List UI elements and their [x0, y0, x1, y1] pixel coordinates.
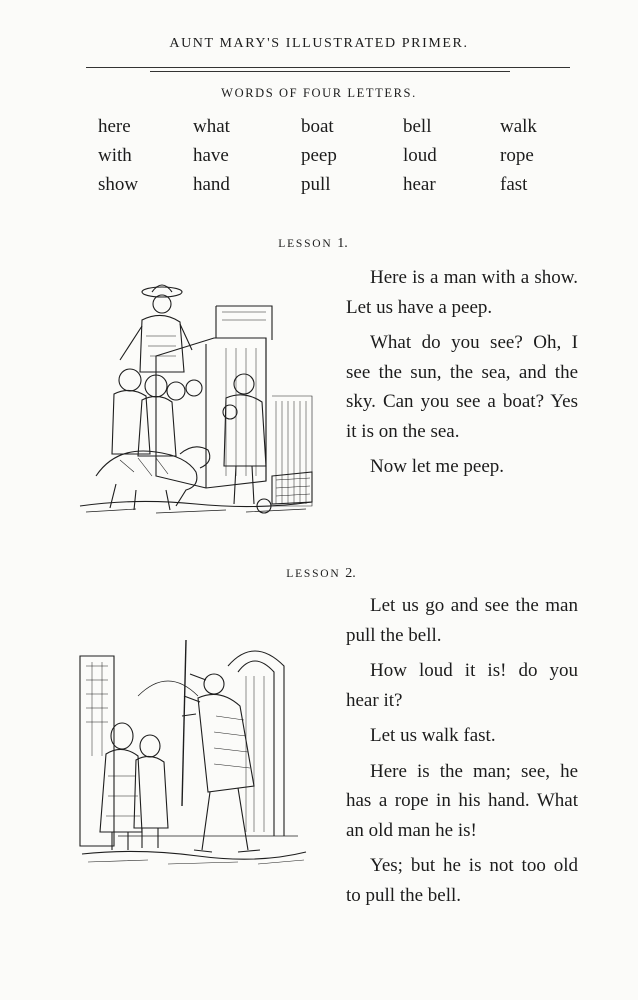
word-list [98, 116, 568, 203]
lesson-number: 1. [337, 236, 348, 251]
section-heading: WORDS OF FOUR LETTERS. [221, 86, 417, 100]
lesson-number: 2. [345, 566, 356, 581]
lesson-paragraph: Here is the man; see, he has a rope in his hand. What an old man he is! [346, 760, 578, 841]
word: with [98, 145, 132, 166]
lesson-2-heading [2, 566, 638, 582]
word: pull [301, 174, 331, 195]
header-rule-thin [150, 71, 510, 72]
lesson-paragraph: What do you see? Oh, I see the sun, the sea, and the sky. Can you see a boat? Yes it is on the sea. [346, 332, 578, 442]
lesson-2-text [346, 591, 578, 916]
word-row [98, 145, 568, 174]
word: bell [403, 116, 432, 137]
word: show [98, 174, 139, 195]
word: walk [500, 116, 537, 137]
peep-show-engraving [76, 276, 316, 520]
lesson-1-heading [0, 236, 632, 252]
word: loud [403, 145, 437, 166]
word: peep [301, 145, 337, 166]
lesson-label: LESSON [286, 568, 341, 580]
lesson-paragraph: Here is a man with a show. Let us have a peep. [346, 267, 578, 318]
word-row [98, 174, 568, 203]
lesson-label: LESSON [278, 238, 333, 250]
lesson-paragraph: Let us go and see the man pull the bell. [346, 595, 578, 646]
lesson-paragraph: How loud it is! do you hear it? [346, 660, 578, 711]
bell-ringer-illustration [78, 636, 308, 868]
header-rule [86, 67, 570, 68]
bell-ringer-engraving [78, 636, 308, 868]
lesson-1-text [346, 263, 578, 488]
word: have [193, 145, 229, 166]
lesson-paragraph: Yes; but he is not too old to pull the bell. [346, 855, 578, 906]
peep-show-illustration [76, 276, 316, 520]
lesson-paragraph: Now let me peep. [370, 456, 505, 477]
word: hear [403, 174, 436, 195]
word: what [193, 116, 230, 137]
running-head: AUNT MARY'S ILLUSTRATED PRIMER. [169, 36, 469, 51]
word-row [98, 116, 568, 145]
word: rope [500, 145, 534, 166]
word: hand [193, 174, 230, 195]
lesson-paragraph: Let us walk fast. [370, 725, 496, 746]
word: here [98, 116, 131, 137]
word: fast [500, 174, 528, 195]
word: boat [301, 116, 334, 137]
